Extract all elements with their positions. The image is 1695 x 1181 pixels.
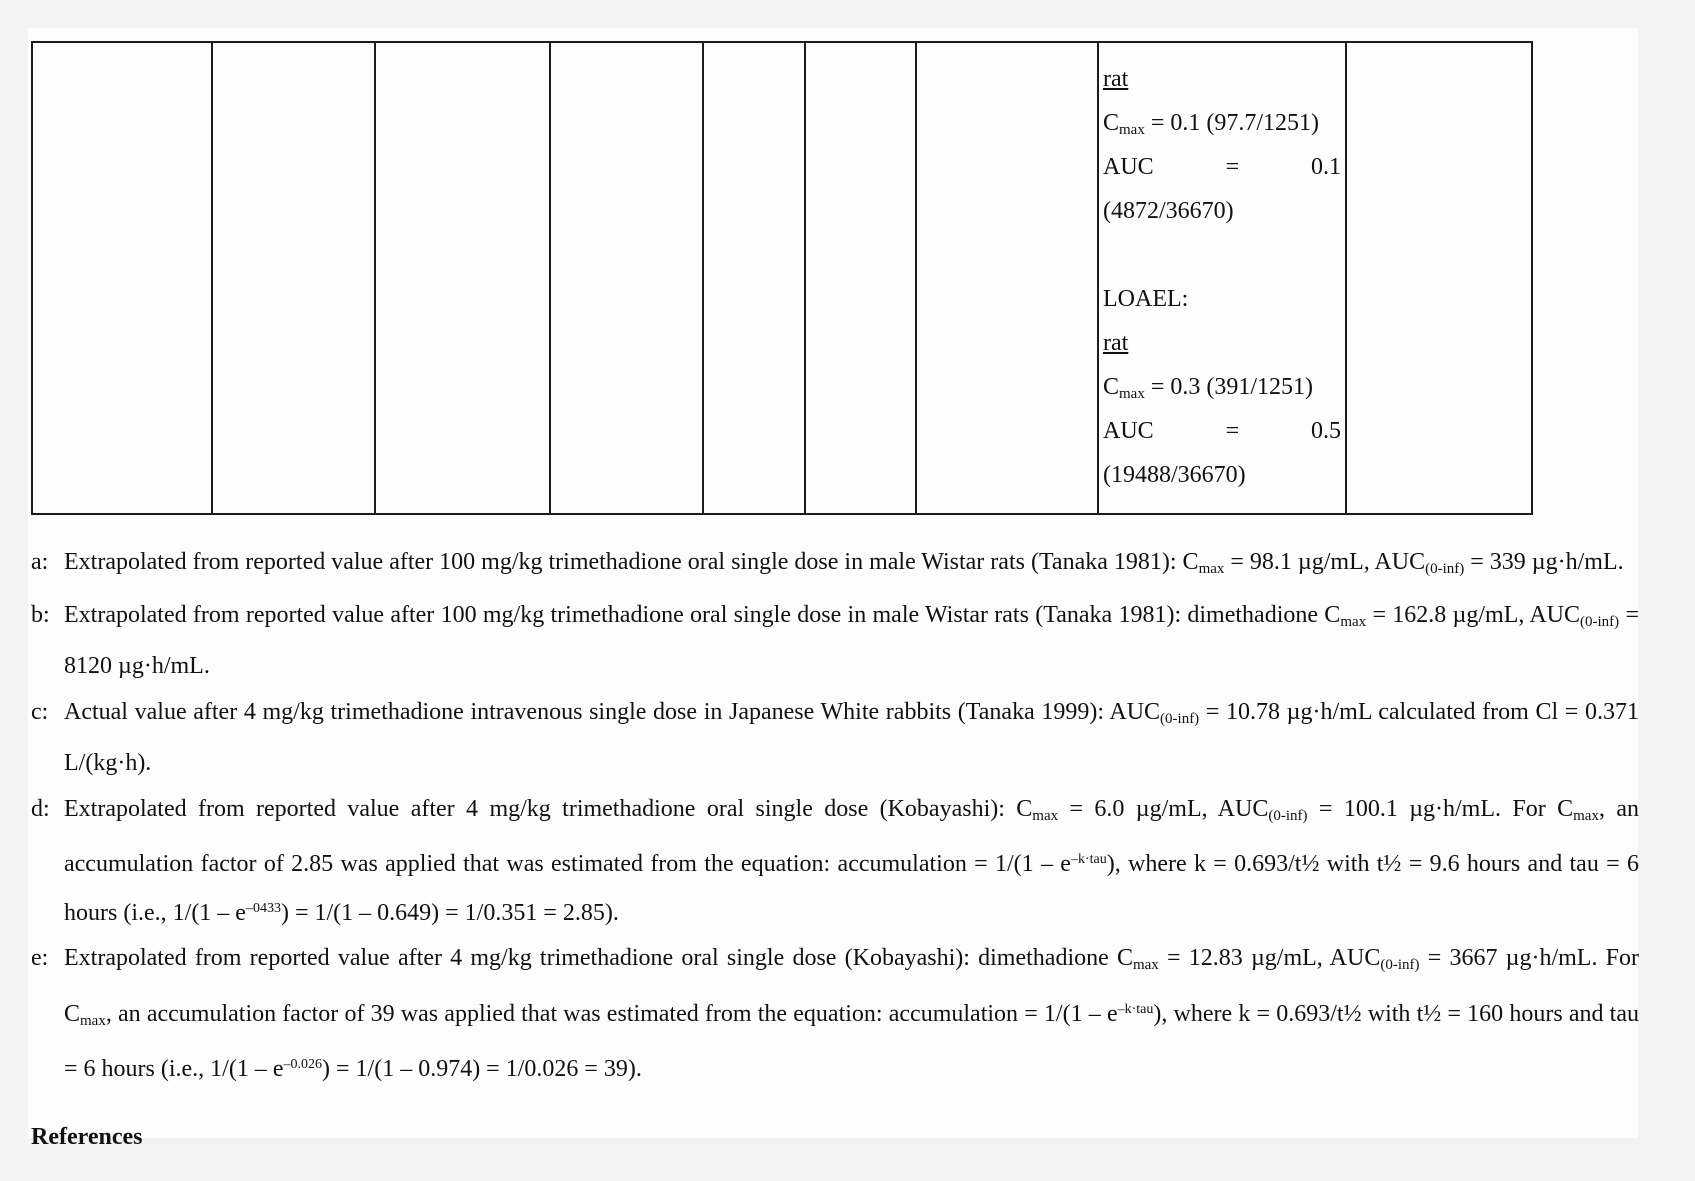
cmax-line-noael: $C_{max} = 0.1$ (97.7/1251) [1103, 110, 1320, 138]
table-cell-7 [916, 42, 1098, 514]
footnote-b: b: Extrapolated from reported value after 100 mg/kg trimethadione oral single dose in male Wistar rats (Tanaka 1981): dimethadione $C_{max} = 162.8$ µg/mL, $AUC_{(0-inf)} = 8120$ µg·h/mL. [31, 601, 1639, 679]
footnote-c: c: Actual value after 4 mg/kg trimethadione intravenous single dose in Japanese White rabbits (Tanaka 1999): $AUC_{(0-inf)} = 10.78$ µg·h/mL calculated from Cl = 0.371 L/(kg·h). [31, 698, 1639, 776]
data-table [31, 41, 1533, 515]
table-cell-9 [1346, 42, 1532, 514]
auc-ratio-loael: (19488/36670) [1103, 462, 1246, 488]
document-page [28, 28, 1640, 1150]
species-label: rat [1103, 330, 1129, 356]
table-cell-2 [212, 42, 375, 514]
footnotes [31, 540, 1639, 1093]
table-cell-6 [805, 42, 916, 514]
cmax-line-loael: $C_{max} = 0.3$ (391/1251) [1103, 374, 1314, 402]
footnote-a: a: Extrapolated from reported value after 100 mg/kg trimethadione oral single dose in male Wistar rats (Tanaka 1981): $C_{max} = 98.1$ µg/mL, $AUC_{(0-inf)} = 339$ µg·h/mL. [31, 549, 1624, 577]
auc-ratio-noael: (4872/36670) [1103, 198, 1234, 224]
auc-line-loael: AUC = 0.5 [1103, 418, 1341, 444]
table-cell-1 [32, 42, 212, 514]
table-cell-noael-loael [1098, 42, 1346, 514]
auc-line-noael: AUC = 0.1 [1103, 154, 1341, 180]
table-cell-3 [375, 42, 550, 514]
species-label: rat [1103, 66, 1129, 92]
footnote-d: d: Extrapolated from reported value after 4 mg/kg trimethadione oral single dose (Kobayashi): $C_{max} = 6.0$ µg/mL, $AUC_{(0-inf)} = 100.1$ µg·h/mL. For $C_{max}$, an accumulation factor of 2.85 was applied that was estimated from the equation: accumulation = $1/(1 - e^{-k\cdot tau})$, where k = 0.693/t½ with t½ = 9.6 hours and tau = 6 hours (i.e., $1/(1 - e^{-0433}) = 1/(1 - 0.649) = 1/0.351 = 2.85$). [31, 795, 1640, 926]
footnote-e: e: Extrapolated from reported value after 4 mg/kg trimethadione oral single dose (Kobayashi): dimethadione $C_{max} = 12.83$ µg/mL, $AUC_{(0-inf)} = 3667$ µg·h/mL. For $C_{max}$, an accumulation factor of 39 was applied that was estimated from the equation: accumulation = $1/(1 - e^{-k\cdot tau})$, where k = 0.693/t½ with t½ = 160 hours and tau = 6 hours (i.e., $1/(1 - e^{-0.026}) = 1/(1 - 0.974) = 1/0.026 = 39$). [31, 945, 1640, 1082]
loael-header: LOAEL: [1103, 286, 1189, 312]
table-cell-4 [550, 42, 703, 514]
table-cell-5 [703, 42, 805, 514]
references-heading: References [31, 1124, 143, 1150]
table-row [32, 42, 1532, 514]
